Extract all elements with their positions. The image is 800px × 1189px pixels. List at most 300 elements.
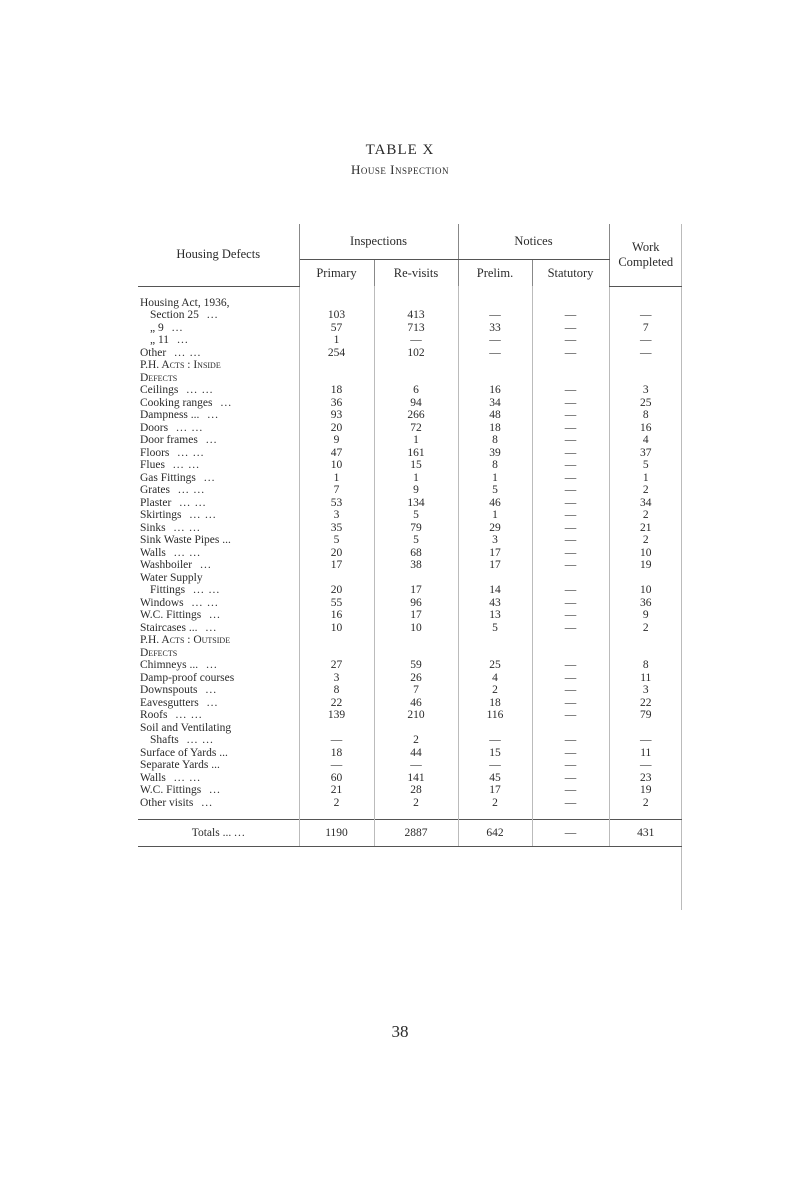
row-label xyxy=(138,459,299,472)
cell-statutory: — xyxy=(532,622,609,635)
cell-statutory: — xyxy=(532,759,609,772)
cell-statutory: — xyxy=(532,797,609,810)
cell-work-completed: 5 xyxy=(642,459,649,471)
row-label-text: Cooking ranges xyxy=(140,396,213,409)
row-label-text: Ceilings xyxy=(140,384,179,396)
table-row xyxy=(138,534,682,547)
cell-revisits xyxy=(374,634,458,647)
cell-statutory: — xyxy=(532,472,609,485)
cell-primary xyxy=(299,722,374,735)
row-label-text: Damp-proof courses xyxy=(140,671,235,684)
cell-primary: — xyxy=(299,759,374,772)
row-label-text: Downspouts xyxy=(140,684,198,696)
cell-work-completed: 11 xyxy=(640,746,652,759)
row-label xyxy=(138,334,299,347)
cell-revisits: 7 xyxy=(374,684,458,697)
cell-work-completed: 16 xyxy=(640,421,652,434)
table-subtitle: House Inspection xyxy=(351,162,449,177)
cell-statutory: — xyxy=(532,309,609,322)
header-revisits: Re-visits xyxy=(374,260,458,287)
row-label-text: Eavesgutters xyxy=(140,696,199,709)
cell-prelim: 3 xyxy=(458,534,532,547)
row-label-text: Gas Fittings xyxy=(140,471,196,484)
row-label xyxy=(138,347,299,360)
cell-revisits: 102 xyxy=(374,347,458,360)
header-prelim: Prelim. xyxy=(458,260,532,287)
cell-statutory xyxy=(532,297,609,310)
cell-prelim: 17 xyxy=(458,559,532,572)
totals-row xyxy=(138,820,682,847)
row-label-text: Fittings xyxy=(150,584,186,596)
cell-prelim: 8 xyxy=(458,434,532,447)
cell-revisits: 413 xyxy=(374,309,458,322)
table-row xyxy=(138,459,682,472)
cell-statutory: — xyxy=(532,534,609,547)
row-label xyxy=(138,709,299,722)
table-row xyxy=(138,734,682,747)
cell-prelim: 2 xyxy=(458,684,532,697)
cell-prelim xyxy=(458,372,532,385)
cell-statutory: — xyxy=(532,597,609,610)
cell-primary: 139 xyxy=(299,709,374,722)
cell-prelim: — xyxy=(458,309,532,322)
cell-work-completed: 9 xyxy=(642,609,649,621)
cell-work-completed: 2 xyxy=(642,484,649,496)
cell-primary: 57 xyxy=(299,322,374,335)
row-label-text: Flues xyxy=(140,459,165,471)
table-row xyxy=(138,572,682,585)
row-label-text: Sinks xyxy=(140,521,166,534)
house-inspection-table xyxy=(138,224,682,910)
cell-statutory: — xyxy=(532,497,609,510)
cell-primary: — xyxy=(299,734,374,747)
cell-revisits: 266 xyxy=(374,409,458,422)
cell-revisits: 10 xyxy=(374,622,458,635)
row-label-dots: ... ... xyxy=(178,484,206,496)
cell-revisits: 26 xyxy=(374,672,458,685)
cell-statutory: — xyxy=(532,547,609,560)
cell-prelim: 4 xyxy=(458,672,532,685)
cell-revisits: 17 xyxy=(374,584,458,597)
cell-primary xyxy=(299,647,374,660)
row-label-text: Grates xyxy=(140,484,171,496)
cell-work-completed: 1 xyxy=(642,471,649,484)
row-label-dots: ... ... xyxy=(193,584,221,596)
row-label xyxy=(138,359,299,372)
cell-primary: 7 xyxy=(299,484,374,497)
cell-revisits: 6 xyxy=(374,384,458,397)
cell-work-completed: 3 xyxy=(642,684,649,696)
cell-statutory: — xyxy=(532,784,609,797)
cell-work-completed xyxy=(609,359,682,372)
table-row xyxy=(138,309,682,322)
row-label-dots: ... ... xyxy=(176,421,204,434)
cell-statutory: — xyxy=(532,672,609,685)
cell-statutory xyxy=(532,647,609,660)
row-label-dots: ... ... xyxy=(173,546,202,559)
row-label xyxy=(138,584,299,597)
table-row xyxy=(138,522,682,535)
cell-prelim: 17 xyxy=(458,784,532,797)
cell-primary: 254 xyxy=(299,347,374,360)
cell-work-completed: 25 xyxy=(640,396,652,409)
table-row xyxy=(138,722,682,735)
cell-statutory: — xyxy=(532,347,609,360)
cell-prelim: 116 xyxy=(458,709,532,722)
cell-work-completed: 23 xyxy=(640,771,652,784)
table-row xyxy=(138,797,682,810)
table-row xyxy=(138,484,682,497)
cell-revisits: 15 xyxy=(374,459,458,472)
cell-prelim: 18 xyxy=(458,697,532,710)
table-row xyxy=(138,472,682,485)
table-row xyxy=(138,747,682,760)
cell-primary: 27 xyxy=(299,659,374,672)
cell-work-completed: — xyxy=(640,759,652,771)
row-label xyxy=(138,497,299,510)
cell-statutory: — xyxy=(532,422,609,435)
cell-work-completed xyxy=(609,722,682,735)
table-row xyxy=(138,672,682,685)
cell-revisits xyxy=(374,572,458,585)
header-housing-defects: Housing Defects xyxy=(138,224,299,286)
cell-revisits: 9 xyxy=(374,484,458,497)
cell-work-completed: 11 xyxy=(640,671,652,684)
cell-prelim: — xyxy=(458,334,532,347)
row-label-text: Separate Yards ... xyxy=(140,759,220,771)
row-label-dots: ... xyxy=(205,684,218,696)
cell-work-completed: 22 xyxy=(640,696,652,709)
row-label xyxy=(138,322,299,335)
row-label xyxy=(138,372,299,385)
cell-prelim: 29 xyxy=(458,522,532,535)
cell-statutory xyxy=(532,359,609,372)
cell-statutory: — xyxy=(532,684,609,697)
cell-prelim: 33 xyxy=(458,322,532,335)
cell-revisits xyxy=(374,297,458,310)
row-label xyxy=(138,434,299,447)
row-label-text: P.H. Acts : Inside xyxy=(140,359,221,371)
totals-label xyxy=(138,820,299,847)
row-label xyxy=(138,697,299,710)
cell-revisits: 134 xyxy=(374,497,458,510)
cell-revisits xyxy=(374,647,458,660)
cell-revisits: 59 xyxy=(374,659,458,672)
page-number: 38 xyxy=(391,1022,409,1041)
cell-work-completed: 2 xyxy=(642,796,649,809)
row-label-dots: ... ... xyxy=(172,459,201,471)
cell-primary: 20 xyxy=(299,547,374,560)
row-label xyxy=(138,722,299,735)
row-label xyxy=(138,484,299,497)
cell-statutory: — xyxy=(532,322,609,335)
cell-work-completed: 79 xyxy=(640,709,652,721)
cell-prelim: 18 xyxy=(458,422,532,435)
cell-work-completed xyxy=(609,634,682,647)
row-label-dots: ... ... xyxy=(186,384,214,396)
cell-revisits: 94 xyxy=(374,397,458,410)
cell-statutory xyxy=(532,722,609,735)
row-label-text: Walls xyxy=(140,546,166,559)
cell-statutory xyxy=(532,572,609,585)
table-row xyxy=(138,772,682,785)
cell-revisits: 2 xyxy=(374,734,458,747)
cell-prelim: — xyxy=(458,734,532,747)
row-label xyxy=(138,384,299,397)
cell-revisits: 96 xyxy=(374,597,458,610)
row-label-text: Staircases ... xyxy=(140,621,198,634)
cell-primary: 5 xyxy=(299,534,374,547)
cell-prelim: 25 xyxy=(458,659,532,672)
cell-work-completed: 19 xyxy=(640,559,652,571)
table-row xyxy=(138,497,682,510)
cell-statutory: — xyxy=(532,397,609,410)
cell-work-completed: 2 xyxy=(642,509,649,521)
row-label xyxy=(138,647,299,660)
totals-revisits: 2887 xyxy=(374,820,458,847)
row-label-dots: ... xyxy=(206,659,218,671)
cell-statutory: — xyxy=(532,584,609,597)
cell-revisits: 2 xyxy=(374,797,458,810)
row-label-text: „ 9 xyxy=(150,321,164,334)
cell-primary: 3 xyxy=(299,509,374,522)
table-row xyxy=(138,559,682,572)
row-label-dots: ... ... xyxy=(175,709,203,721)
row-label xyxy=(138,772,299,785)
cell-statutory: — xyxy=(532,609,609,622)
cell-prelim: 2 xyxy=(458,797,532,810)
cell-primary: 18 xyxy=(299,384,374,397)
cell-prelim: 45 xyxy=(458,772,532,785)
cell-prelim xyxy=(458,359,532,372)
cell-work-completed xyxy=(609,297,682,310)
row-label-text: P.H. Acts : Outside xyxy=(140,634,231,646)
table-row xyxy=(138,584,682,597)
row-label-text: Walls xyxy=(140,771,166,784)
cell-primary: 55 xyxy=(299,597,374,610)
cell-work-completed: — xyxy=(640,346,652,359)
table-row xyxy=(138,422,682,435)
cell-primary: 22 xyxy=(299,697,374,710)
cell-statutory: — xyxy=(532,509,609,522)
cell-prelim xyxy=(458,572,532,585)
row-label xyxy=(138,559,299,572)
totals-work-completed: 431 xyxy=(609,820,682,847)
cell-revisits: — xyxy=(374,334,458,347)
row-label-text: Surface of Yards ... xyxy=(140,746,228,759)
cell-work-completed: 10 xyxy=(640,584,652,596)
cell-prelim: 16 xyxy=(458,384,532,397)
row-label-text: W.C. Fittings xyxy=(140,784,202,796)
row-label-dots: ... ... xyxy=(189,509,217,521)
row-label-text: Washboiler xyxy=(140,559,193,571)
table-row xyxy=(138,409,682,422)
cell-prelim: — xyxy=(458,759,532,772)
cell-work-completed: 10 xyxy=(640,546,652,559)
row-label-dots: ... xyxy=(209,784,221,796)
cell-statutory: — xyxy=(532,384,609,397)
row-label-dots: ... ... xyxy=(173,771,202,784)
row-label-dots: ... xyxy=(171,321,184,334)
cell-primary: 93 xyxy=(299,409,374,422)
row-label-text: Defects xyxy=(140,371,178,384)
row-label-text: Windows xyxy=(140,596,184,609)
cell-primary: 20 xyxy=(299,422,374,435)
row-label xyxy=(138,634,299,647)
row-label xyxy=(138,622,299,635)
row-label-dots: ... ... xyxy=(173,521,201,534)
row-label xyxy=(138,759,299,772)
cell-statutory: — xyxy=(532,772,609,785)
row-label-dots: ... ... xyxy=(174,346,202,359)
cell-statutory: — xyxy=(532,709,609,722)
cell-primary: 3 xyxy=(299,672,374,685)
cell-prelim: 46 xyxy=(458,497,532,510)
row-label-text: Door frames xyxy=(140,434,198,446)
cell-work-completed: — xyxy=(640,309,652,321)
table-row xyxy=(138,634,682,647)
cell-primary: 18 xyxy=(299,747,374,760)
row-label xyxy=(138,509,299,522)
row-label-dots: ... xyxy=(201,796,213,809)
header-notices: Notices xyxy=(458,224,609,260)
cell-statutory: — xyxy=(532,334,609,347)
row-label xyxy=(138,447,299,460)
row-label-text: Skirtings xyxy=(140,509,182,521)
table-row xyxy=(138,297,682,310)
table-spacer-row xyxy=(138,809,682,820)
cell-prelim: 14 xyxy=(458,584,532,597)
row-label-dots: ... xyxy=(205,434,218,446)
table-row xyxy=(138,709,682,722)
cell-work-completed: 2 xyxy=(642,621,649,634)
cell-prelim: 43 xyxy=(458,597,532,610)
cell-primary xyxy=(299,297,374,310)
cell-primary xyxy=(299,359,374,372)
header-work-completed: Work Completed xyxy=(609,224,682,286)
cell-prelim xyxy=(458,722,532,735)
totals-statutory: — xyxy=(532,820,609,847)
totals-prelim: 642 xyxy=(458,820,532,847)
cell-work-completed: 4 xyxy=(642,434,649,446)
cell-revisits: 68 xyxy=(374,547,458,560)
row-label-dots: ... ... xyxy=(186,734,214,746)
row-label-text: Water Supply xyxy=(140,571,203,584)
row-label xyxy=(138,659,299,672)
row-label-text: Plaster xyxy=(140,496,172,509)
row-label-text: Section 25 xyxy=(150,309,199,321)
cell-statutory: — xyxy=(532,747,609,760)
cell-primary xyxy=(299,634,374,647)
cell-prelim: 13 xyxy=(458,609,532,622)
cell-statutory xyxy=(532,634,609,647)
cell-work-completed: 3 xyxy=(642,384,649,396)
table-title: TABLE X xyxy=(365,142,435,158)
row-label xyxy=(138,409,299,422)
cell-prelim: 34 xyxy=(458,397,532,410)
cell-primary: 53 xyxy=(299,497,374,510)
cell-revisits: 5 xyxy=(374,534,458,547)
cell-revisits: 141 xyxy=(374,772,458,785)
cell-work-completed xyxy=(609,572,682,585)
totals-primary: 1190 xyxy=(299,820,374,847)
cell-work-completed xyxy=(609,372,682,385)
table-row xyxy=(138,547,682,560)
cell-primary: 9 xyxy=(299,434,374,447)
cell-revisits xyxy=(374,372,458,385)
cell-statutory: — xyxy=(532,434,609,447)
cell-statutory: — xyxy=(532,734,609,747)
cell-primary: 17 xyxy=(299,559,374,572)
table-row xyxy=(138,622,682,635)
cell-statutory: — xyxy=(532,697,609,710)
cell-prelim: 17 xyxy=(458,547,532,560)
row-label xyxy=(138,609,299,622)
cell-primary: 47 xyxy=(299,447,374,460)
table-row xyxy=(138,397,682,410)
table-row xyxy=(138,372,682,385)
table-row xyxy=(138,697,682,710)
cell-work-completed: 37 xyxy=(640,446,652,459)
table-row xyxy=(138,447,682,460)
table-row xyxy=(138,609,682,622)
header-primary: Primary xyxy=(299,260,374,287)
row-label-dots: ... xyxy=(206,309,219,321)
cell-primary: 21 xyxy=(299,784,374,797)
table-row xyxy=(138,597,682,610)
cell-revisits: 17 xyxy=(374,609,458,622)
row-label xyxy=(138,797,299,810)
cell-work-completed: — xyxy=(640,734,652,746)
table-row xyxy=(138,509,682,522)
cell-prelim: 48 xyxy=(458,409,532,422)
cell-primary xyxy=(299,572,374,585)
row-label-text: Sink Waste Pipes ... xyxy=(140,534,231,546)
cell-primary: 1 xyxy=(299,472,374,485)
header-inspections: Inspections xyxy=(299,224,458,260)
row-label xyxy=(138,422,299,435)
cell-primary: 10 xyxy=(299,622,374,635)
cell-revisits: 79 xyxy=(374,522,458,535)
cell-work-completed: — xyxy=(640,334,652,346)
cell-revisits: — xyxy=(374,759,458,772)
cell-work-completed: 36 xyxy=(640,596,652,609)
row-label xyxy=(138,534,299,547)
cell-work-completed: 8 xyxy=(642,409,649,421)
row-label-dots: ... ... xyxy=(191,596,219,609)
table-row xyxy=(138,334,682,347)
cell-primary: 2 xyxy=(299,797,374,810)
table-row xyxy=(138,434,682,447)
cell-statutory: — xyxy=(532,559,609,572)
row-label-dots: ... xyxy=(220,396,233,409)
cell-revisits: 210 xyxy=(374,709,458,722)
cell-primary: 103 xyxy=(299,309,374,322)
row-label-dots: ... xyxy=(209,609,221,621)
cell-prelim: 1 xyxy=(458,509,532,522)
cell-primary: 16 xyxy=(299,609,374,622)
cell-statutory: — xyxy=(532,459,609,472)
row-label-dots: ... xyxy=(203,471,216,484)
cell-revisits: 38 xyxy=(374,559,458,572)
table-row xyxy=(138,759,682,772)
cell-revisits xyxy=(374,722,458,735)
cell-revisits xyxy=(374,359,458,372)
row-label-text: „ 11 xyxy=(150,334,170,346)
cell-revisits: 44 xyxy=(374,747,458,760)
cell-prelim: 5 xyxy=(458,622,532,635)
cell-statutory: — xyxy=(532,659,609,672)
